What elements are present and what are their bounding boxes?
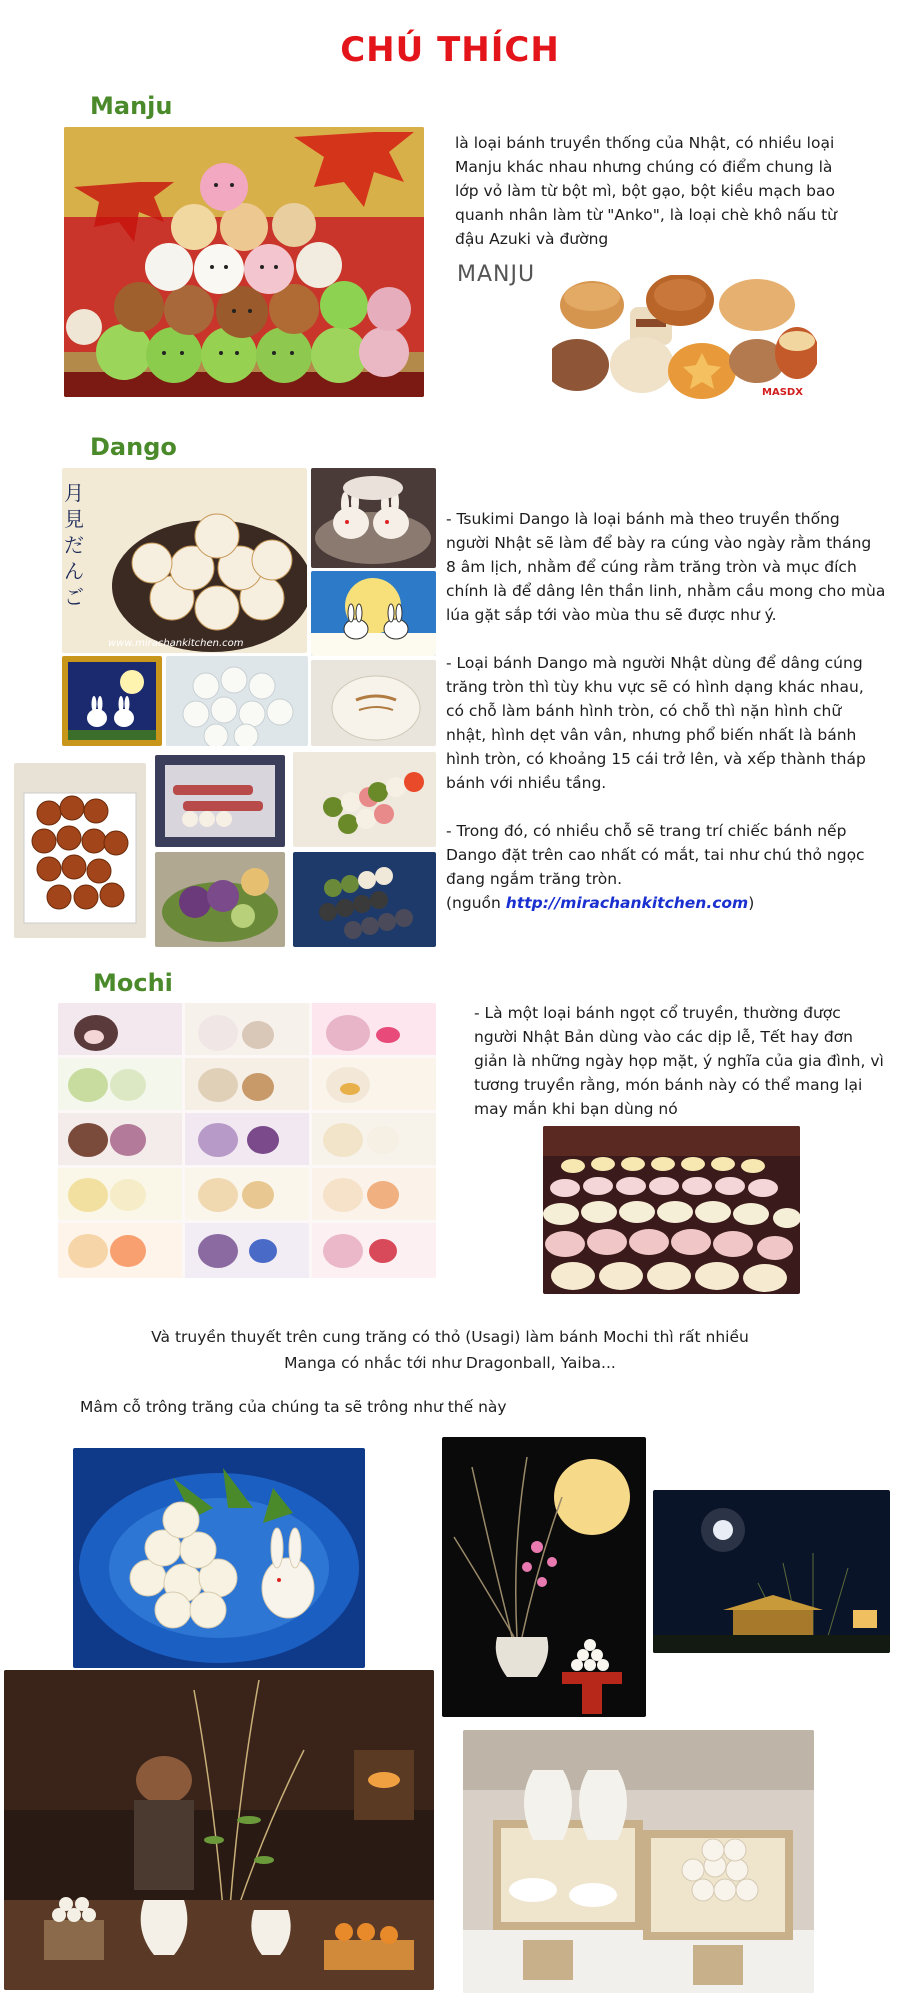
source-link[interactable]: http://mirachankitchen.com [505, 894, 749, 912]
manju-assortment-photo [552, 275, 817, 403]
closing-text: Mâm cỗ trông trăng của chúng ta sẽ trông như thế này [80, 1398, 507, 1416]
dango-paragraph-2: - Loại bánh Dango mà người Nhật dùng để dâng cúng trăng tròn thì tùy khu vực sẽ có hình dạng khác nhau, có chỗ làm bánh hình tròn, có chỗ thì nặn hình chữ nhật, hình dẹt vân vân, nhưng phổ biến nhất là bánh hình tròn, có khoảng 15 cái trở lên, và xếp thành tháp bánh với nhiều tầng. [446, 654, 866, 792]
yakitori-dango-photo [155, 755, 285, 847]
hanami-dango-photo [293, 752, 436, 847]
sanshoku-dango-photo [293, 852, 436, 947]
night-temple-photo [653, 1490, 890, 1653]
mitarashi-dango-photo [14, 763, 146, 938]
dango-source [446, 891, 886, 915]
manju-heading: Manju [90, 92, 173, 120]
page-title: CHÚ THÍCH [340, 30, 560, 70]
dango-heading: Dango [90, 433, 177, 461]
tsukimi-dango-photo [62, 468, 307, 653]
moon-altar-room-photo [4, 1670, 434, 1990]
source-suffix: ) [748, 894, 755, 912]
dango-tray-offering-photo [463, 1730, 814, 1993]
purple-dango-photo [155, 852, 285, 947]
mochi-heading: Mochi [93, 969, 173, 997]
dango-blue-plate-photo [73, 1448, 365, 1668]
white-dango-bowl-photo [166, 656, 308, 746]
mochi-description: - Là một loại bánh ngọt cổ truyền, thường được người Nhật Bản dùng vào các dịp lễ, Tết hay đơn giản là những ngày họp mặt, ý nghĩa của gia đình, vì tương truyền rằng, món bánh này có thể mang lại may mắn khi bạn dùng nó [474, 1004, 884, 1118]
legend-line-1: Và truyền thuyết trên cung trăng có thỏ (Usagi) làm bánh Mochi thì rất nhiều [151, 1328, 749, 1346]
moon-rabbit-illustration [311, 571, 436, 656]
dango-rabbit-card [62, 656, 162, 746]
single-dango-photo [311, 660, 436, 746]
manju-pyramid-photo [64, 127, 424, 397]
dango-paragraph-3: - Trong đó, có nhiều chỗ sẽ trang trí chiếc bánh nếp Dango đặt trên cao nhất có mắt, tai như chú thỏ ngọc đang ngắm trăng tròn. [446, 822, 865, 888]
legend-line-2: Manga có nhắc tới như Dragonball, Yaiba... [284, 1354, 616, 1372]
source-prefix: (nguồn [446, 894, 506, 912]
manju-description: là loại bánh truyền thống của Nhật, có nhiều loại Manju khác nhau nhưng chúng có điểm chung là lớp vỏ làm từ bột mì, bột gạo, bột kiều mạch bao quanh nhân làm từ "Anko", là loại chè khô nấu từ đậu Azuki và đường [455, 134, 837, 248]
mochi-variety-grid-photo [58, 1003, 436, 1278]
moon-ikebana-photo [442, 1437, 646, 1717]
mochi-display-photo [543, 1126, 800, 1294]
manju-brand-mark: MASDX [762, 387, 803, 398]
rabbit-dango-photo [311, 468, 436, 568]
tsukimi-kanji: 月見だんご [64, 481, 84, 609]
dango-paragraph-1: - Tsukimi Dango là loại bánh mà theo truyền thống người Nhật sẽ làm để bày ra cúng vào ngày rằm tháng 8 âm lịch, nhằm để cúng rằm trăng tròn và mục đích chính là để dâng lên thần linh, nhằm cầu mong cho mùa lúa gặt sắp tới vào mùa thu sẽ được như ý. [446, 510, 886, 624]
mirachan-watermark: www.mirachankitchen.com [108, 638, 244, 649]
manju-label: MANJU [457, 262, 536, 287]
